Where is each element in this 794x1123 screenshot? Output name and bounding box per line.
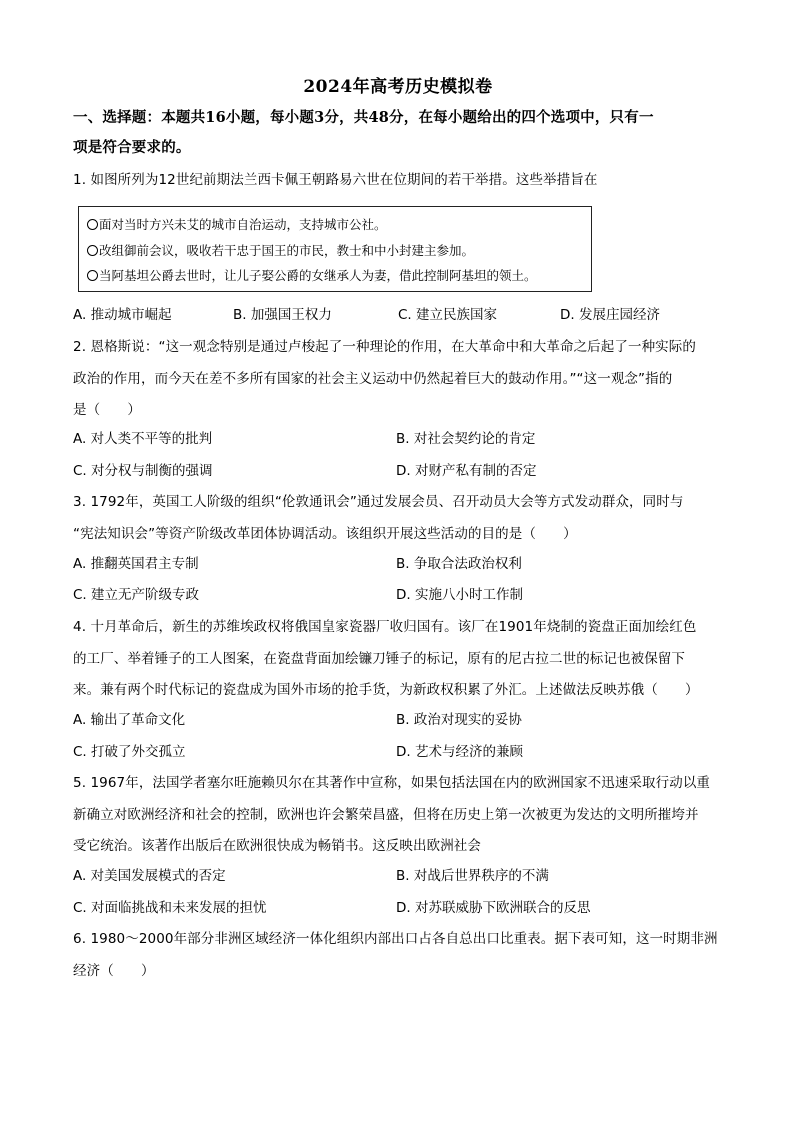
page-title: 2024年高考历史模拟卷 bbox=[303, 77, 493, 97]
stem-line: 5. 1967年，法国学者塞尔旺施赖贝尔在其著作中宣称，如果包括法国在内的欧洲国家不迅速采取行动以重 bbox=[73, 775, 711, 791]
stem-line: 2. 恩格斯说：“这一观念特别是通过卢梭起了一种理论的作用，在大革命中和大革命之后起了一种实际的 bbox=[73, 339, 696, 355]
option-a[interactable]: A. 对美国发展模式的否定 bbox=[73, 868, 226, 884]
circle-bullet-icon bbox=[87, 270, 98, 281]
question-2-options-row-1 bbox=[73, 424, 723, 455]
stem-line: 6. 1980～2000年部分非洲区域经济一体化组织内部出口占各自总出口比重表。据下表可知，这一时期非洲 bbox=[73, 931, 718, 947]
option-d[interactable]: D. 实施八小时工作制 bbox=[396, 587, 523, 603]
question-1-measures-box bbox=[78, 206, 592, 292]
option-c[interactable]: C. 建立无产阶级专政 bbox=[73, 587, 200, 603]
question-1-options bbox=[73, 300, 723, 331]
option-a[interactable]: A. 对人类不平等的批判 bbox=[73, 431, 213, 447]
section-heading-line: 项是符合要求的。 bbox=[73, 139, 191, 156]
question-4-options-row-1 bbox=[73, 705, 723, 736]
stem-line: 来。兼有两个时代标记的瓷盘成为国外市场的抢手货，为新政权积累了外汇。上述做法反映苏俄（ ） bbox=[73, 682, 699, 698]
stem-line: 4. 十月革命后，新生的苏维埃政权将俄国皇家瓷器厂收归国有。该厂在1901年烧制的瓷盘正面加绘红色 bbox=[73, 619, 697, 635]
option-a[interactable]: A. 推动城市崛起 bbox=[73, 307, 172, 323]
stem-line: 3. 1792年，英国工人阶级的组织“伦敦通讯会”通过发展会员、召开动员大会等方式发动群众，同时与 bbox=[73, 494, 684, 510]
question-5-stem bbox=[73, 768, 723, 863]
option-c[interactable]: C. 打破了外交孤立 bbox=[73, 744, 186, 760]
option-a[interactable]: A. 推翻英国君主专制 bbox=[73, 556, 199, 572]
measure-item: 改组御前会议，吸收若干忠于国王的市民，教士和中小封建主参加。 bbox=[87, 238, 591, 264]
stem-line: 政治的作用，而今天在差不多所有国家的社会主义运动中仍然起着巨大的鼓动作用。”“这一观念”指的 bbox=[73, 370, 673, 387]
stem-line: 经济（ ） bbox=[73, 962, 155, 979]
question-1-stem: 1. 如图所列为12世纪前期法兰西卡佩王朝路易六世在位期间的若干举措。这些举措旨在 bbox=[73, 172, 598, 188]
question-4-stem bbox=[73, 612, 723, 707]
option-b[interactable]: B. 对战后世界秩序的不满 bbox=[396, 868, 549, 884]
section-heading bbox=[73, 103, 723, 163]
stem-line: 受它统治。该著作出版后在欧洲很快成为畅销书。这反映出欧洲社会 bbox=[73, 838, 481, 854]
circle-bullet-icon bbox=[87, 219, 98, 230]
option-d[interactable]: D. 发展庄园经济 bbox=[560, 307, 660, 323]
circle-bullet-icon bbox=[87, 245, 98, 256]
question-3-options-row-1 bbox=[73, 549, 723, 580]
option-d[interactable]: D. 艺术与经济的兼顾 bbox=[396, 744, 523, 760]
option-b[interactable]: B. 政治对现实的妥协 bbox=[396, 712, 522, 728]
section-heading-line: 一、选择题：本题共16小题，每小题3分，共48分，在每小题给出的四个选项中，只有一 bbox=[73, 109, 654, 126]
option-d[interactable]: D. 对苏联威胁下欧洲联合的反思 bbox=[396, 900, 591, 916]
question-4-options-row-2 bbox=[73, 737, 723, 768]
option-c[interactable]: C. 对分权与制衡的强调 bbox=[73, 463, 213, 479]
stem-line: 的工厂、举着锤子的工人图案，在瓷盘背面加绘镰刀锤子的标记，原有的尼古拉二世的标记也被保留下 bbox=[73, 650, 685, 667]
question-5-options-row-1 bbox=[73, 861, 723, 892]
option-b[interactable]: B. 争取合法政治权利 bbox=[396, 556, 522, 572]
stem-line: 是（ ） bbox=[73, 402, 141, 418]
measure-item: 当阿基坦公爵去世时，让儿子娶公爵的女继承人为妻，借此控制阿基坦的领土。 bbox=[87, 263, 591, 289]
option-b[interactable]: B. 加强国王权力 bbox=[233, 307, 332, 323]
stem-line: 新确立对欧洲经济和社会的控制，欧洲也许会繁荣昌盛，但将在历史上第一次被更为发达的文明所摧垮并 bbox=[73, 806, 699, 823]
question-3-options-row-2 bbox=[73, 580, 723, 611]
option-d[interactable]: D. 对财产私有制的否定 bbox=[396, 463, 537, 479]
question-6-stem bbox=[73, 924, 723, 987]
question-2-options-row-2 bbox=[73, 456, 723, 487]
option-c[interactable]: C. 建立民族国家 bbox=[398, 307, 498, 323]
option-b[interactable]: B. 对社会契约论的肯定 bbox=[396, 431, 536, 447]
stem-line: “宪法知识会”等资产阶级改革团体协调活动。该组织开展这些活动的目的是（ ） bbox=[73, 525, 577, 542]
option-c[interactable]: C. 对面临挑战和未来发展的担忧 bbox=[73, 900, 267, 916]
option-a[interactable]: A. 输出了革命文化 bbox=[73, 712, 186, 728]
measure-item: 面对当时方兴未艾的城市自治运动，支持城市公社。 bbox=[87, 212, 591, 238]
question-5-options-row-2 bbox=[73, 893, 723, 924]
question-3-stem bbox=[73, 487, 723, 550]
question-2-stem bbox=[73, 332, 723, 427]
